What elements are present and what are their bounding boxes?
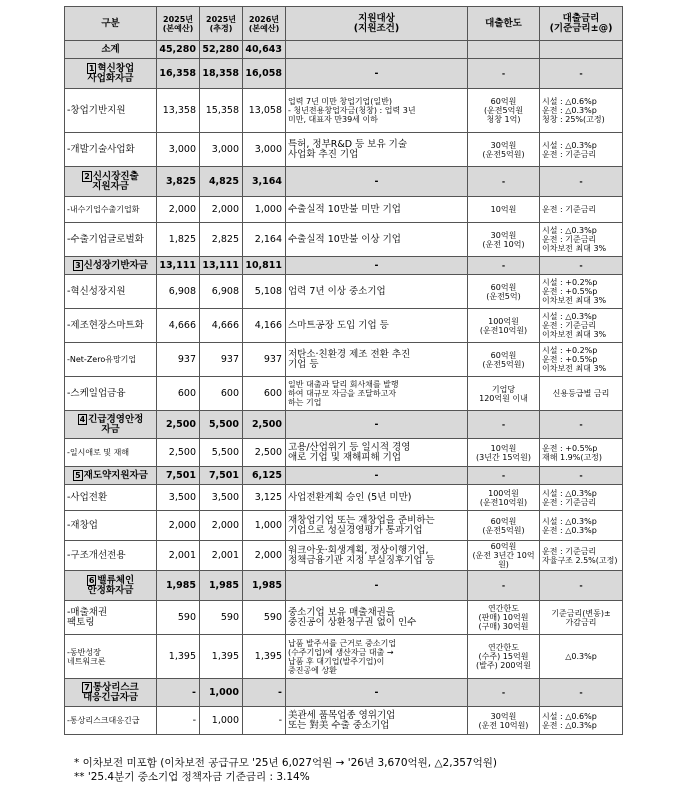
rate-cell: 시설 : △0.6%p 운전 : △0.3%p [540,707,623,735]
row-name: -구조개선전용 [67,549,126,561]
header-target: 지원대상 (지원조건) [286,7,468,41]
row-name-cell [65,601,157,635]
table-body [65,41,623,735]
target-cell: - [286,411,468,439]
target-cell: - [286,571,468,601]
limit-cell: 연간한도 (판매) 10억원 (구매) 30억원 [468,601,540,635]
category-number-box: 6 [88,576,95,585]
value-2025-budget: 6,908 [157,275,200,309]
row-name: 긴급경영안정 자금 [88,414,144,435]
table-header-row [65,7,623,41]
limit-cell: - [468,571,540,601]
target-cell: - [286,59,468,89]
rate-cell [540,41,623,59]
row-name-cell [65,41,157,59]
row-name-cell [65,679,157,707]
target-cell: 납품 발주서를 근거로 중소기업 (수주기업)에 생산자금 대출 → 납품 후 대기업(발주기업)이 중진공에 상환 [286,635,468,679]
value-2025-budget: 590 [157,601,200,635]
value-2026-budget: 1,395 [243,635,286,679]
value-2025-budget: 2,000 [157,197,200,223]
rate-cell: 시설 : △0.6%p 운전 : △0.3%p 청창 : 25%(고정) [540,89,623,133]
header-2026-budget: 2026년 (본예산) [243,7,286,41]
rate-cell: - [540,411,623,439]
value-2025-supplementary: 5,500 [200,439,243,467]
limit-cell: 연간한도 (수주) 15억원 (발주) 200억원 [468,635,540,679]
target-cell: - [286,257,468,275]
row-name-cell [65,167,157,197]
table-row [65,275,623,309]
row-name-cell [65,309,157,343]
rate-cell: - [540,257,623,275]
limit-cell: 30억원 (운전 10억원) [468,707,540,735]
target-cell: 美관세 품목업종 영위기업 또는 對美 수출 중소기업 [286,707,468,735]
rate-cell: 시설 : △0.3%p 운전 : 기준금리 [540,133,623,167]
row-name: -매출채권 팩토링 [67,606,108,628]
category-number-box: 2 [84,172,90,181]
value-2025-supplementary: 3,500 [200,485,243,511]
table-row [65,439,623,467]
limit-cell: 60억원 (운전5억) [468,275,540,309]
category-number-box: 5 [75,471,81,480]
value-2025-supplementary: 3,000 [200,133,243,167]
value-2025-supplementary: 13,111 [200,257,243,275]
target-cell: 특허, 정부R&D 등 보유 기술 사업화 추진 기업 [286,133,468,167]
row-name: -Net-Zero유망기업 [67,355,137,364]
header-category: 구분 [65,7,157,41]
target-cell: 재창업기업 또는 재창업을 준비하는 기업으로 성실경영평가 통과기업 [286,511,468,541]
row-name: -내수기업수출기업화 [67,205,140,214]
value-2025-budget: 2,000 [157,511,200,541]
value-2025-supplementary: 1,395 [200,635,243,679]
row-name: 밸류체인 안정화자금 [87,575,135,596]
header-2025-supplementary: 2025년 (추경) [200,7,243,41]
value-2025-supplementary: 15,358 [200,89,243,133]
value-2026-budget: 4,166 [243,309,286,343]
row-name-cell [65,511,157,541]
row-name: -창업기반지원 [67,104,126,116]
header-limit: 대출한도 [468,7,540,41]
table-row [65,343,623,377]
value-2025-supplementary: 2,825 [200,223,243,257]
row-name: -스케일업금융 [67,387,126,399]
row-name: 혁신창업 사업화자금 [87,63,135,84]
target-cell: - [286,167,468,197]
table-row [65,511,623,541]
table-row [65,89,623,133]
value-2026-budget: 1,000 [243,197,286,223]
value-2025-budget: 1,825 [157,223,200,257]
value-2026-budget: 3,164 [243,167,286,197]
rate-cell: 기준금리(변동)± 가감금리 [540,601,623,635]
table-category-row [65,167,623,197]
value-2026-budget: 16,058 [243,59,286,89]
rate-cell: 운전 : 기준금리 [540,197,623,223]
value-2025-budget: 3,825 [157,167,200,197]
table-row [65,485,623,511]
row-name: -제조현장스마트화 [67,319,144,331]
target-cell: - [286,679,468,707]
rate-cell: - [540,167,623,197]
limit-cell: 100억원 (운전10억원) [468,485,540,511]
value-2025-budget: 45,280 [157,41,200,59]
row-name-cell [65,467,157,485]
row-name-cell [65,571,157,601]
header-rate: 대출금리 (기준금리±@) [540,7,623,41]
row-name: -수출기업글로벌화 [67,233,144,245]
target-cell: 워크아웃·회생계획, 정상이행기업, 정책금융기관 지정 부실징후기업 등 [286,541,468,571]
limit-cell: 10억원 (3년간 15억원) [468,439,540,467]
value-2026-budget: 1,000 [243,511,286,541]
limit-cell: 30억원 (운전5억원) [468,133,540,167]
table-category-row [65,679,623,707]
limit-cell: - [468,167,540,197]
rate-cell: - [540,59,623,89]
row-name-cell [65,485,157,511]
value-2025-budget: 1,395 [157,635,200,679]
value-2025-supplementary: 4,666 [200,309,243,343]
value-2025-supplementary: 52,280 [200,41,243,59]
row-name: -개발기술사업화 [67,143,135,155]
limit-cell [468,41,540,59]
row-name: -일시애로 및 재해 [67,448,130,457]
row-name: 신시장진출 지원자금 [92,171,139,192]
footnotes [64,756,497,784]
target-cell [286,41,468,59]
table-category-row [65,467,623,485]
row-name-cell [65,257,157,275]
value-2026-budget: 1,985 [243,571,286,601]
limit-cell: 60억원 (운전5억원) [468,343,540,377]
row-name: 재도약지원자금 [83,470,148,481]
target-cell: 수출실적 10만불 이상 기업 [286,223,468,257]
value-2025-budget: - [157,679,200,707]
value-2026-budget: 590 [243,601,286,635]
value-2026-budget: 937 [243,343,286,377]
target-cell: 사업전환계획 승인 (5년 미만) [286,485,468,511]
rate-cell: 시설 : △0.3%p 운전 : △0.3%p [540,511,623,541]
value-2026-budget: 3,125 [243,485,286,511]
limit-cell: 기업당 120억원 이내 [468,377,540,411]
value-2025-budget: 1,985 [157,571,200,601]
category-number-box: 1 [88,64,95,73]
row-name: 통상리스크 대응긴급자금 [82,682,139,703]
row-name-cell [65,343,157,377]
rate-cell: 운전 : 기준금리 자율구조 2.5%(고정) [540,541,623,571]
target-cell: 업력 7년 미만 창업기업(일반) - 청년전용창업자금(청창) : 업력 3년 미만, 대표자 만39세 이하 [286,89,468,133]
row-name-cell [65,59,157,89]
value-2025-budget: 4,666 [157,309,200,343]
table-row [65,133,623,167]
value-2025-supplementary: 5,500 [200,411,243,439]
rate-cell: 시설 : +0.2%p 운전 : +0.5%p 이차보전 최대 3% [540,343,623,377]
rate-cell: △0.3%p [540,635,623,679]
row-name: 신성장기반자금 [83,260,148,271]
value-2025-budget: 3,500 [157,485,200,511]
table-row [65,635,623,679]
category-number-box: 3 [75,261,81,270]
value-2025-budget: 2,001 [157,541,200,571]
value-2025-supplementary: 6,908 [200,275,243,309]
table-row [65,601,623,635]
row-name: 소계 [101,43,120,55]
fund-table-wrapper [64,6,622,735]
limit-cell: - [468,257,540,275]
row-name-cell [65,223,157,257]
table-row [65,377,623,411]
value-2025-supplementary: 1,000 [200,679,243,707]
limit-cell: - [468,411,540,439]
limit-cell: - [468,59,540,89]
value-2026-budget: 13,058 [243,89,286,133]
target-cell: 고용/산업위기 등 일시적 경영 애로 기업 및 재해피해 기업 [286,439,468,467]
value-2026-budget: 2,500 [243,411,286,439]
limit-cell: 10억원 [468,197,540,223]
footnote-2: ** '25.4분기 중소기업 정책자금 기준금리 : 3.14% [74,771,310,783]
limit-cell: 60억원 (운전5억원) [468,511,540,541]
value-2026-budget: 600 [243,377,286,411]
rate-cell: - [540,571,623,601]
value-2025-budget: 13,358 [157,89,200,133]
table-row [65,223,623,257]
target-cell: - [286,467,468,485]
table-row [65,541,623,571]
table-category-row [65,411,623,439]
value-2026-budget: 3,000 [243,133,286,167]
value-2026-budget: 2,500 [243,439,286,467]
value-2025-budget: 16,358 [157,59,200,89]
value-2026-budget: 10,811 [243,257,286,275]
limit-cell: 60억원 (운전 3년간 10억원) [468,541,540,571]
rate-cell: 시설 : +0.2%p 운전 : +0.5%p 이차보전 최대 3% [540,275,623,309]
table-row [65,707,623,735]
rate-cell: 운전 : +0.5%p 재해 1.9%(고정) [540,439,623,467]
rate-cell: - [540,679,623,707]
row-name-cell [65,275,157,309]
value-2025-supplementary: 4,825 [200,167,243,197]
value-2025-budget: 3,000 [157,133,200,167]
limit-cell: - [468,679,540,707]
row-name-cell [65,133,157,167]
table-category-row [65,571,623,601]
value-2025-budget: 600 [157,377,200,411]
value-2026-budget: 6,125 [243,467,286,485]
value-2025-budget: 937 [157,343,200,377]
limit-cell: 60억원 (운전5억원 청창 1억) [468,89,540,133]
value-2025-budget: - [157,707,200,735]
category-number-box: 4 [79,415,86,424]
value-2025-budget: 13,111 [157,257,200,275]
value-2025-supplementary: 18,358 [200,59,243,89]
row-name-cell [65,197,157,223]
policy-fund-table [64,6,623,735]
row-name: -재창업 [67,519,98,531]
target-cell: 일반 대출과 달리 회사채를 발행 하여 대규모 자금을 조달하고자 하는 기업 [286,377,468,411]
value-2025-supplementary: 1,000 [200,707,243,735]
value-2026-budget: 2,000 [243,541,286,571]
rate-cell: 시설 : △0.3%p 운전 : 기준금리 이차보전 최대 3% [540,309,623,343]
table-category-row [65,59,623,89]
rate-cell: 시설 : △0.3%p 운전 : 기준금리 이차보전 최대 3% [540,223,623,257]
value-2025-supplementary: 7,501 [200,467,243,485]
rate-cell: 신용등급별 금리 [540,377,623,411]
target-cell: 수출실적 10만불 미만 기업 [286,197,468,223]
row-name-cell [65,541,157,571]
value-2025-supplementary: 937 [200,343,243,377]
limit-cell: 100억원 (운전10억원) [468,309,540,343]
table-category-row [65,257,623,275]
value-2025-budget: 7,501 [157,467,200,485]
table-row [65,197,623,223]
value-2026-budget: 2,164 [243,223,286,257]
value-2025-supplementary: 2,001 [200,541,243,571]
value-2025-budget: 2,500 [157,411,200,439]
value-2025-supplementary: 2,000 [200,197,243,223]
category-number-box: 7 [84,683,90,692]
footnote-1: * 이차보전 미포함 (이차보전 공급규모 '25년 6,027억원 → '26년 3,670억원, △2,357억원) [74,757,497,769]
row-name: -동반성장 네트워크론 [67,647,106,666]
rate-cell: - [540,467,623,485]
value-2026-budget: 40,643 [243,41,286,59]
limit-cell: 30억원 (운전 10억) [468,223,540,257]
row-name: -사업전환 [67,491,108,503]
rate-cell: 시설 : △0.3%p 운전 : 기준금리 [540,485,623,511]
value-2025-supplementary: 1,985 [200,571,243,601]
table-row [65,309,623,343]
value-2025-supplementary: 590 [200,601,243,635]
table-category-row [65,41,623,59]
limit-cell: - [468,467,540,485]
target-cell: 스마트공장 도입 기업 등 [286,309,468,343]
value-2025-budget: 2,500 [157,439,200,467]
target-cell: 저탄소·친환경 제조 전환 추진 기업 등 [286,343,468,377]
row-name-cell [65,439,157,467]
row-name-cell [65,635,157,679]
value-2025-supplementary: 2,000 [200,511,243,541]
row-name: -통상리스크대응긴급 [67,716,140,725]
row-name-cell [65,411,157,439]
row-name-cell [65,707,157,735]
header-2025-budget: 2025년 (본예산) [157,7,200,41]
row-name: -혁신성장지원 [67,285,126,297]
value-2026-budget: 5,108 [243,275,286,309]
value-2026-budget: - [243,707,286,735]
value-2026-budget: - [243,679,286,707]
value-2025-supplementary: 600 [200,377,243,411]
row-name-cell [65,377,157,411]
target-cell: 중소기업 보유 매출채권을 중진공이 상환청구권 없이 인수 [286,601,468,635]
target-cell: 업력 7년 이상 중소기업 [286,275,468,309]
row-name-cell [65,89,157,133]
